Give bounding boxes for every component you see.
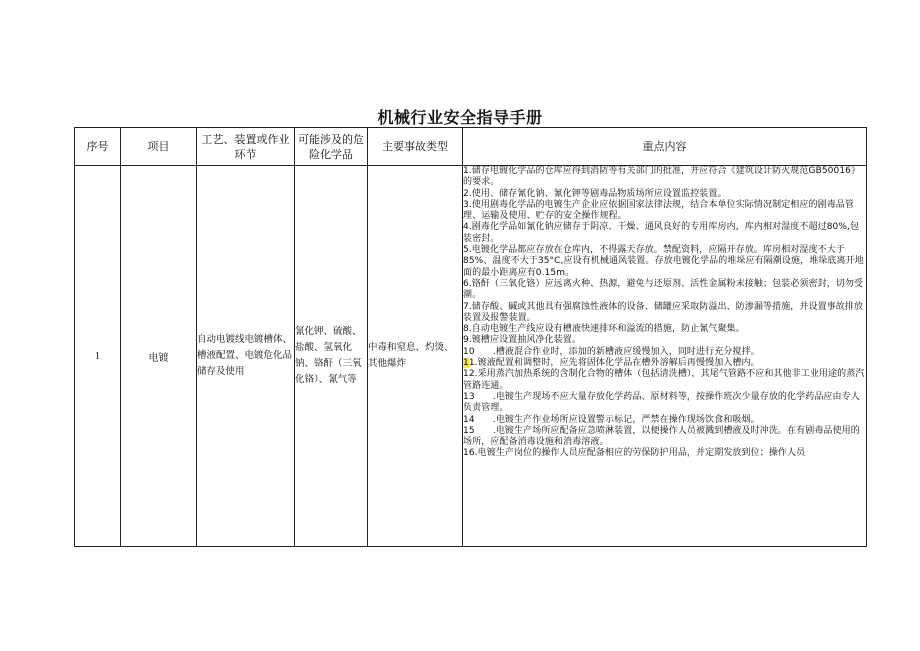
header-process: 工艺、装置或作业环节 bbox=[197, 128, 295, 166]
key-content-cell bbox=[463, 166, 867, 547]
key-item-4: 4.剧毒化学品如氰化钠应储存于阴凉、干燥、通风良好的专用库房内，库内相对湿度不超过80%,包装密封。 bbox=[463, 222, 860, 244]
key-item-1: 1.储存电镀化学品的仓库应得到消防等有关部门的批准，并应符合《建筑设计防火规范GB50016》的要求。 bbox=[463, 166, 861, 188]
key-item-15: 15 .电镀生产场所应配备应急喷淋装置，以便操作人员被溅到槽液及时冲洗。在有剧毒品使用的场所，应配备消毒设施和消毒溶液。 bbox=[463, 425, 860, 448]
key-item-11: 11.镀液配置和调整时，应先将固体化学品在槽外溶解后再慢慢加入槽内。 bbox=[463, 358, 760, 369]
safety-table bbox=[74, 127, 867, 547]
header-accident-type: 主要事故类型 bbox=[368, 128, 463, 166]
key-item-16: 16.电镀生产岗位的操作人员应配备相应的劳保防护用品，并定期发放到位；操作人员 bbox=[463, 448, 806, 459]
header-project: 项目 bbox=[121, 128, 197, 166]
key-item-14: 14 .电镀生产作业场所应设置警示标记，严禁在操作现场饮食和吸烟。 bbox=[463, 414, 760, 425]
header-chemicals: 可能涉及的危险化学品 bbox=[295, 128, 368, 166]
row-project: 电镀 bbox=[121, 166, 197, 547]
header-key-content: 重点内容 bbox=[463, 128, 867, 166]
table-header-row bbox=[75, 128, 867, 166]
key-item-5: 5.电镀化学品都应存放在仓库内，不得露天存放。禁配资料，应隔开存放。库房相对湿度不大于85%、温度不大于35°C,应设有机械通风装置。存放电镀化学品的堆垛应有隔潮设施，堆垛底离开地面的最小距离应有0.15m。 bbox=[463, 245, 864, 278]
key-item-2: 2.使用、储存氰化钠、氰化钾等剧毒品物质场所应设置监控装置。 bbox=[463, 188, 727, 199]
row-accident-type: 中毒和窒息、灼烫、其他爆炸 bbox=[368, 166, 463, 547]
key-item-3: 3.使用剧毒化学品的电镀生产企业应依据国家法律法规，结合本单位实际情况制定相应的剧毒品管理、运输及使用、贮存的安全操作规程。 bbox=[463, 199, 854, 222]
page-title: 机械行业安全指导手册 bbox=[377, 108, 543, 127]
highlight-mark: 1 bbox=[463, 358, 469, 369]
key-item-7: 7.储存酸、碱或其他具有强腐蚀性液体的设备、储罐应采取防溢出、防渗漏等措施，并设置事故排放装置及报警装置。 bbox=[463, 301, 864, 323]
table-row bbox=[75, 166, 867, 547]
header-index: 序号 bbox=[75, 128, 121, 166]
row-process: 自动电镀线电镀槽体、槽液配置、电镀危化品储存及使用 bbox=[197, 166, 295, 547]
key-item-12: 12.采用蒸汽加热系统的含制化合物的槽体（包括清洗槽），其尾气管路不应和其他非工业用途的蒸汽管路连通。 bbox=[463, 369, 865, 391]
key-item-8: 8.自动电镀生产线应设有槽液快速排环和溢流的措施，防止氰气聚集。 bbox=[463, 324, 745, 335]
row-chemicals: 氰化钾、硫酸、盐酸、氢氧化钠、铬酐（三氧化铬）、氰气等 bbox=[295, 166, 368, 547]
key-item-13: 13 .电镀生产现场不应大量存放化学药品、原材料等，按操作班次少量存放的化学药品应由专人负责管理。 bbox=[463, 391, 860, 414]
key-item-9: 9.镀槽应设置抽风净化装置。 bbox=[463, 335, 581, 346]
row-index: 1 bbox=[75, 166, 121, 547]
key-item-6: 6.铬酐（三氧化铬）应远离火种、热源，避免与还原剂、活性金属粉末接触；包装必须密封，切勿受潮。 bbox=[463, 278, 864, 301]
key-item-10: 10 .槽液混合作业时，添加的新槽液应缓慢加入，同时进行充分搅拌。 bbox=[463, 346, 760, 357]
